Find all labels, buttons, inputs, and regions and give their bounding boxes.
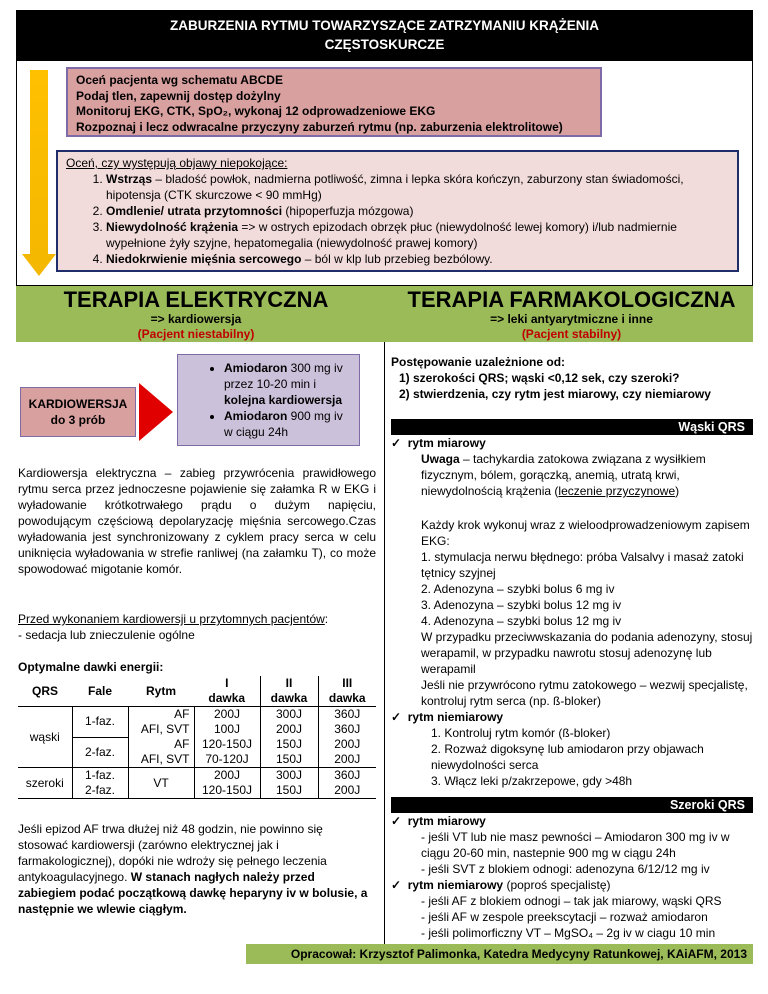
list-item: - jeśli AF z blokiem odnogi – tak jak miarowy, wąski QRS	[421, 894, 722, 908]
amiodarone-item: • Amiodaron 300 mg iv przez 10-20 min i kolejna kardiowersja	[224, 360, 353, 408]
check-icon: ✓	[391, 814, 402, 828]
right-arrow-icon	[139, 383, 173, 441]
procedure-item: 1) szerokości QRS; wąski <0,12 sek, czy szeroki?	[399, 371, 680, 385]
check-icon: ✓	[391, 436, 402, 450]
check-icon: ✓	[391, 710, 402, 724]
page-title: ZABURZENIA RYTMU TOWARZYSZĄCE ZATRZYMANIU KRĄŻENIA	[170, 18, 599, 33]
list-item: - jeśli AF w zespole preekscytacji – rozważ amiodaron	[421, 910, 708, 924]
contra-text: W przypadku przeciwwskazania do podania adenozyny, stosuj werapamil, w przypadku nawrotu stosuj adenozynę lub werapamil	[421, 630, 753, 676]
list-item: - jeśli SVT z blokiem odnogi: adenozyna 6/12/12 mg iv	[421, 862, 710, 876]
electric-title: TERAPIA ELEKTRYCZNA	[63, 287, 329, 312]
table-header-row: dawka dawka dawka	[18, 691, 376, 707]
table-row: szeroki 1-faz. VT 200J 300J 360J	[18, 768, 376, 784]
step-line: Oceń pacjenta wg schematu ABCDE	[76, 73, 283, 87]
warning-item: 4. Niedokrwienie mięśnia sercowego – ból w klp lub przebieg bezbólowy.	[106, 251, 729, 267]
wide-qrs-section: ✓ rytm miarowy - jeśli VT lub nie masz pewności – Amiodaron 300 mg iv w ciągu 20-60 min, nastepnie 900 mg w ciągu 24h - jeśli SVT z blokiem odnogi: adenozyna 6/12/12 mg iv ✓ rytm niemiarowy (poproś specjalistę) - jeśli AF z blokiem odnogi – tak jak miarowy, wąski QRS - jeśli AF w zespole preekscytacji – rozważ amiodaron - jeśli polimorficzny VT – MgSO₄ – 2g iv w ciagu 10 min	[391, 813, 753, 941]
sedation-text: - sedacja lub znieczulenie ogólne	[18, 628, 195, 642]
pharma-title: TERAPIA FARMAKOLOGICZNA	[407, 287, 736, 312]
irregular-rhythm-label: rytm niemiarowy	[407, 878, 504, 892]
table-row: wąski 1-faz. AF 200J 300J 360J	[18, 707, 376, 723]
list-item: 4. Adenozyna – szybki bolus 12 mg iv	[421, 614, 622, 628]
sedation-section: Przed wykonaniem kardiowersji u przytomnych pacjentów: - sedacja lub znieczulenie ogólne	[18, 611, 376, 643]
procedure-heading: Postępowanie uzależnione od:	[391, 355, 566, 369]
irregular-steps	[391, 725, 753, 789]
cardioversion-label: KARDIOWERSJA	[28, 397, 128, 411]
af-note	[18, 821, 376, 917]
warning-signs-box	[56, 150, 739, 272]
initial-steps-box	[66, 67, 602, 137]
energy-table-wrap	[18, 676, 376, 799]
procedure-section	[391, 354, 753, 402]
regular-rhythm-label: rytm miarowy	[407, 814, 486, 828]
noreturn-text: Jeśli nie przywrócono rytmu zatokowego – wezwij specjalistę, kontroluj rytm serca (np. ß-bloker)	[421, 678, 748, 708]
list-item: 1. stymulacja nerwu błędnego: próba Valsalvy i masaż zatoki tętnicy szyjnej	[421, 550, 744, 580]
electric-patient: (Pacjent niestabilny)	[137, 327, 255, 341]
amiodarone-item: • Amiodaron 900 mg iv w ciągu 24h	[224, 408, 353, 440]
warning-item: 3. Niewydolność krążenia => w ostrych epizodach obrzęk płuc (niewydolność lewej komory) i/lub nadmiernie wypełnione żyły szyjne, hepatomegalia (niewydolność prawej komory)	[106, 219, 729, 251]
irregular-rhythm-label: rytm niemiarowy	[407, 710, 504, 724]
regular-rhythm-label: rytm miarowy	[407, 436, 486, 450]
footer-credit: Opracował: Krzysztof Palimonka, Katedra Medycyny Ratunkowej, KAiAFM, 2013	[246, 944, 753, 964]
list-item: 2. Rozważ digoksynę lub amiodaron przy objawach niewydolności serca	[431, 742, 704, 772]
step-line: Monitoruj EKG, CTK, SpO₂, wykonaj 12 odprowadzeniowe EKG	[76, 104, 436, 118]
pharma-sub: => leki antyarytmiczne i inne	[490, 312, 653, 326]
table-row: 2-faz. 120-150J 150J 200J	[18, 783, 376, 799]
list-item: 2. Adenozyna – szybki bolus 6 mg iv	[421, 582, 615, 596]
electric-header	[16, 288, 376, 342]
narrow-note: Uwaga – tachykardia zatokowa związana z wysiłkiem fizycznym, bólem, gorączką, anemią, utratą krwi, niewydolnością krążenia (leczenie przyczynowe)	[421, 452, 706, 498]
narrow-qrs-section	[391, 435, 753, 789]
list-item: 3. Włącz leki p/zakrzepowe, gdy >48h	[431, 774, 633, 788]
down-arrow-icon	[30, 70, 48, 256]
column-divider	[384, 342, 385, 944]
table-header-row: QRS Fale Rytm I II III	[18, 676, 376, 691]
list-item: - jeśli VT lub nie masz pewności – Amiodaron 300 mg iv w ciągu 20-60 min, nastepnie 900 mg w ciągu 24h	[421, 830, 730, 860]
table-row: 2-faz. AF 120-150J 150J 200J	[18, 737, 376, 752]
af-bold: W stanach nagłych należy przed zabiegiem podać początkową dawkę heparyny iv w bolusie, a następnie we wlewie ciągłym.	[18, 870, 368, 916]
warning-item: 2. Omdlenie/ utrata przytomności (hipoperfuzja mózgowa)	[106, 203, 729, 219]
page-subtitle: CZĘSTOSKURCZE	[324, 37, 445, 52]
af-text: Jeśli epizod AF trwa dłużej niż 48 godzin, nie powinno się stosować kardiowersji (zarówno elektrycznej jak i farmakologicznej), dopóki nie wdroży się pełnego leczenia antykoagulacyjnego.	[18, 822, 327, 884]
cardioversion-definition: Kardiowersja elektryczna – zabieg przywrócenia prawidłowego rytmu serca przez jednoczesne pojawienie się załamka R w EKG i wyładowanie krótkotrwałego prądu o dużym napięciu, powodującym częściową depolaryzację mięśnia sercowego.Czas wyładowania jest synchronizowany z cyklem pracy serca w celu uniknięcia wyładowania w strefie ranliwej (na załamku T), co może spowodować migotanie komór.	[18, 466, 376, 576]
electric-sub: => kardiowersja	[150, 312, 242, 326]
narrow-qrs-bar: Wąski QRS	[391, 419, 753, 435]
down-arrow-head-icon	[22, 254, 56, 276]
narrow-steps	[391, 549, 753, 629]
step-line: Podaj tlen, zapewnij dostęp dożylny	[76, 88, 281, 103]
table-row: AFI, SVT 100J 200J 360J	[18, 722, 376, 737]
cardioversion-attempts: do 3 prób	[50, 413, 106, 427]
doses-heading: Optymalne dawki energii:	[18, 660, 164, 674]
warning-list	[66, 171, 729, 267]
energy-table	[18, 676, 376, 799]
list-item: 1. Kontroluj rytm komór (ß-bloker)	[431, 726, 611, 740]
pharma-header	[390, 288, 753, 342]
table-row: AFI, SVT 70-120J 150J 200J	[18, 752, 376, 768]
wide-qrs-bar: Szeroki QRS	[391, 797, 753, 813]
procedure-item: 2) stwierdzenia, czy rytm jest miarowy, czy niemiarowy	[399, 387, 711, 401]
cardioversion-box	[20, 387, 136, 437]
amiodarone-box	[177, 354, 360, 446]
step-line: Rozpoznaj i lecz odwracalne przyczyny zaburzeń rytmu (np. zaburzenia elektrolitowe)	[76, 119, 563, 134]
warning-item: 1. Wstrząs – bladość powłok, nadmierna potliwość, zimna i lepka skóra kończyn, zaburzony stan świadomości, hipotensja (CTK skurczowe < 90 mmHg)	[106, 171, 729, 203]
sedation-heading: Przed wykonaniem kardiowersji u przytomnych pacjentów	[18, 612, 325, 626]
warning-intro: Oceń, czy występują objawy niepokojące:	[66, 156, 288, 170]
narrow-steps-intro: Każdy krok wykonuj wraz z wieloodprowadzeniowym zapisem EKG:	[421, 518, 750, 548]
check-icon: ✓	[391, 878, 402, 892]
page-header	[16, 10, 753, 60]
list-item: - jeśli polimorficzny VT – MgSO₄ – 2g iv w ciagu 10 min	[421, 926, 716, 940]
pharma-patient: (Pacjent stabilny)	[521, 327, 622, 341]
list-item: 3. Adenozyna – szybki bolus 12 mg iv	[421, 598, 622, 612]
